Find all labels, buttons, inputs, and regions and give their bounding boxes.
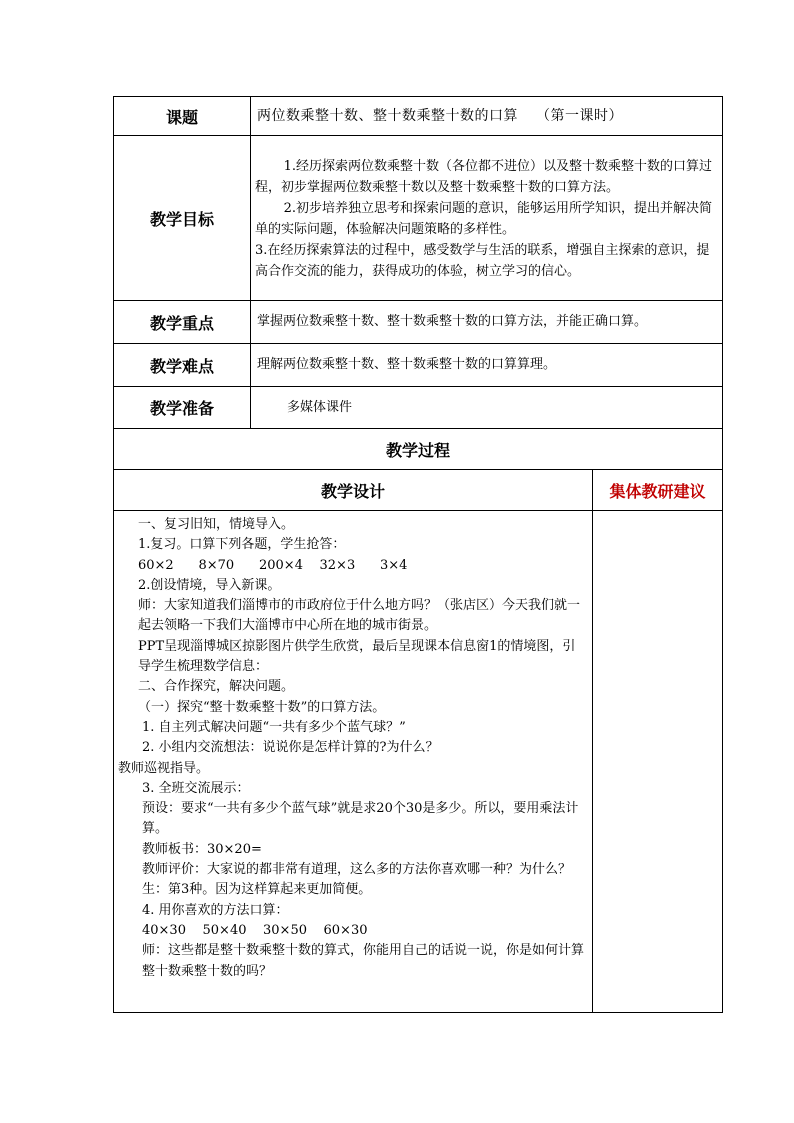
advice-body	[593, 511, 723, 1013]
design-line: 一、复习旧知，情境导入。	[138, 517, 295, 532]
design-line: 2. 小组内交流想法：说说你是怎样计算的?为什么？	[142, 740, 439, 756]
difficulty-label: 教学难点	[114, 344, 251, 387]
goals-value	[251, 136, 723, 301]
design-line: PPT呈现淄博城区掠影图片供学生欣赏，最后呈现课本信息窗1的情境图，引导学生梳理数学信息：	[138, 638, 576, 675]
goals-row	[114, 136, 723, 301]
goal-item-1: 1.经历探索两位数乘整十数（各位都不进位）以及整十数乘整十数的口算过程，初步掌握两位数乘整十数以及整十数乘整十数的口算方法。	[255, 159, 712, 195]
process-title-row	[114, 429, 723, 470]
topic-label: 课题	[114, 97, 251, 136]
design-line: 教师巡视指导。	[118, 760, 210, 776]
prep-row	[114, 387, 723, 429]
design-line: 预设：要求“一共有多少个蓝气球”就是求20个30是多少。所以，要用乘法计算。	[142, 801, 579, 837]
key-value: 掌握两位数乘整十数、整十数乘整十数的口算方法，并能正确口算。	[251, 301, 723, 344]
key-row	[114, 301, 723, 344]
difficulty-value: 理解两位数乘整十数、整十数乘整十数的口算算理。	[251, 344, 723, 387]
design-line: 师：这些都是整十数乘整十数的算式，你能用自己的话说一说，你是如何计算整十数乘整十数的吗？	[142, 943, 585, 979]
design-line: 二、合作探究，解决问题。	[138, 679, 295, 695]
lesson-plan-table	[113, 96, 723, 1013]
design-line: 2.创设情境，导入新课。	[138, 577, 281, 593]
design-header: 教学设计	[114, 470, 593, 511]
process-body-row	[114, 511, 723, 1013]
design-line: 40×30 50×40 30×50 60×30	[142, 922, 368, 938]
design-line: 1.复习。口算下列各题，学生抢答：	[138, 537, 346, 553]
process-title: 教学过程	[114, 429, 723, 470]
design-line: 1. 自主列式解决问题“一共有多少个蓝气球？”	[142, 719, 406, 735]
design-line: 师：大家知道我们淄博市的市政府位于什么地方吗？（张店区）今天我们就一起去领略一下我们大淄博市中心所在地的城市街景。	[138, 598, 581, 634]
design-line: 60×2 8×70 200×4 32×3 3×4	[138, 557, 408, 573]
design-line: 3. 全班交流展示：	[142, 780, 250, 796]
topic-session: （第一课时）	[536, 108, 623, 124]
topic-row	[114, 97, 723, 136]
topic-text: 两位数乘整十数、整十数乘整十数的口算	[257, 108, 518, 124]
difficulty-row	[114, 344, 723, 387]
process-header-row	[114, 470, 723, 511]
advice-header: 集体教研建议	[593, 470, 723, 511]
design-line: （一）探究“整十数乘整十数”的口算方法。	[138, 699, 386, 715]
design-line: 生：第3种。因为这样算起来更加简便。	[142, 882, 372, 898]
goal-item-3: 3.在经历探索算法的过程中，感受数学与生活的联系，增强自主探索的意识，提高合作交流的能力，获得成功的体验，树立学习的信心。	[255, 243, 710, 279]
design-line: 教师评价：大家说的都非常有道理，这么多的方法你喜欢哪一种？为什么？	[142, 862, 572, 878]
prep-label: 教学准备	[114, 387, 251, 429]
design-body	[114, 511, 593, 1013]
key-label: 教学重点	[114, 301, 251, 344]
lesson-plan-sheet	[113, 96, 722, 1013]
design-line: 4. 用你喜欢的方法口算：	[142, 902, 289, 918]
design-line: 教师板书：30×20=	[142, 841, 262, 857]
goal-item-2: 2.初步培养独立思考和探索问题的意识，能够运用所学知识，提出并解决简单的实际问题，体验解决问题策略的多样性。	[255, 201, 712, 237]
prep-value: 多媒体课件	[251, 387, 723, 429]
goals-label: 教学目标	[114, 136, 251, 301]
topic-value	[251, 97, 723, 136]
